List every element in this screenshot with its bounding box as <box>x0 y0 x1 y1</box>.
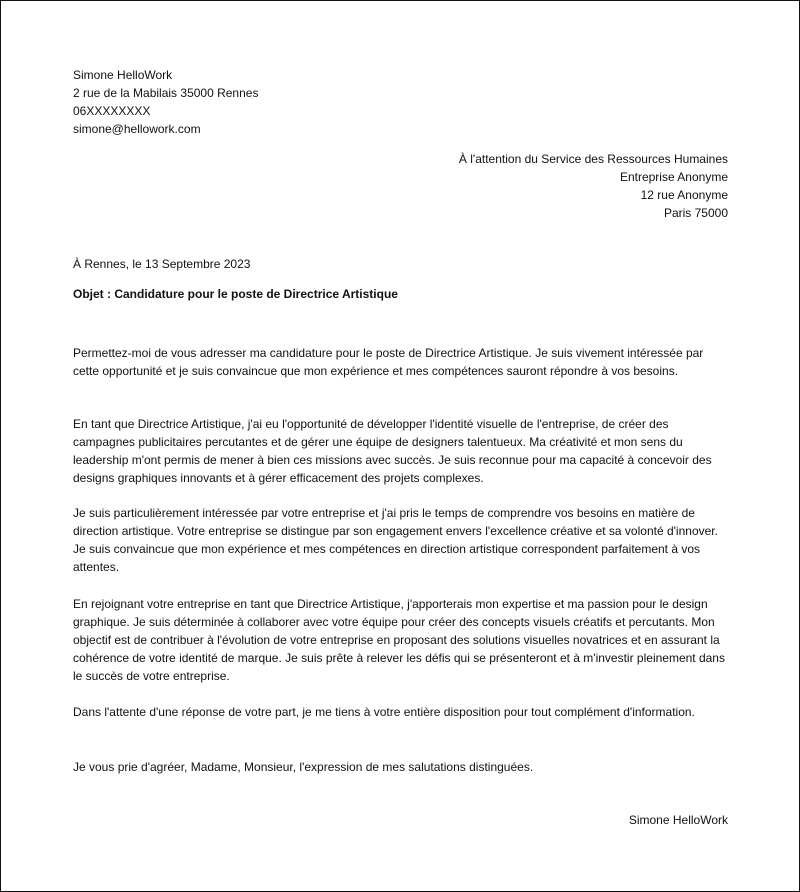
sender-name: Simone HelloWork <box>73 68 173 82</box>
recipient-city: Paris 75000 <box>663 206 728 220</box>
salutation: Je vous prie d'agréer, Madame, Monsieur, l'expression de mes salutations distinguées. <box>73 760 534 774</box>
recipient-company: Entreprise Anonyme <box>619 170 728 184</box>
subject-line: Objet : Candidature pour le poste de Directrice Artistique <box>73 287 398 301</box>
recipient-street: 12 rue Anonyme <box>640 188 728 202</box>
sender-email: simone@hellowork.com <box>73 122 201 136</box>
sender-phone: 06XXXXXXXX <box>73 104 151 118</box>
body-paragraph: En tant que Directrice Artistique, j'ai eu l'opportunité de développer l'identité visuelle de l'entreprise, de créer des campagnes publicitaires percutantes et de gérer une équipe de designers talentueux. Ma créativité et mon sens du leadership m'ont permis de mener à bien ces missions avec succès. Je suis reconnue pour ma capacité à concevoir des designs graphiques innovants et à gérer efficacement des projets complexes. <box>73 417 712 485</box>
signature: Simone HelloWork <box>628 813 728 827</box>
body-paragraph: Permettez-moi de vous adresser ma candidature pour le poste de Directrice Artistique. Je suis vivement intéressée par cette opportunité et je suis convaincue que mon expérience et mes compétences sauront répondre à vos besoins. <box>73 346 704 378</box>
closing-paragraph: Dans l'attente d'une réponse de votre part, je me tiens à votre entière disposition pour tout complément d'information. <box>73 705 695 719</box>
recipient-block <box>73 150 728 222</box>
sender-address: 2 rue de la Mabilais 35000 Rennes <box>73 86 259 100</box>
body-paragraph: Je suis particulièrement intéressée par votre entreprise et j'ai pris le temps de comprendre vos besoins en matière de direction artistique. Votre entreprise se distingue par son engagement envers l'excellence créative et sa volonté d'innover. Je suis convaincue que mon expérience et mes compétences en direction artistique correspondent parfaitement à vos attentes. <box>73 506 718 574</box>
body-paragraph: En rejoignant votre entreprise en tant que Directrice Artistique, j'apporterais mon expertise et ma passion pour le design graphique. Je suis déterminée à collaborer avec votre équipe pour créer des concepts visuels créatifs et percutants. Mon objectif est de contribuer à l'évolution de votre entreprise en proposant des solutions visuelles novatrices et en assurant la cohérence de votre identité de marque. Je suis prête à relever les défis qui se présenteront et à m'investir pleinement dans le succès de votre entreprise. <box>73 597 725 683</box>
sender-block <box>73 66 728 138</box>
recipient-attention: À l'attention du Service des Ressources Humaines <box>458 152 728 166</box>
place-date: À Rennes, le 13 Septembre 2023 <box>73 257 251 271</box>
